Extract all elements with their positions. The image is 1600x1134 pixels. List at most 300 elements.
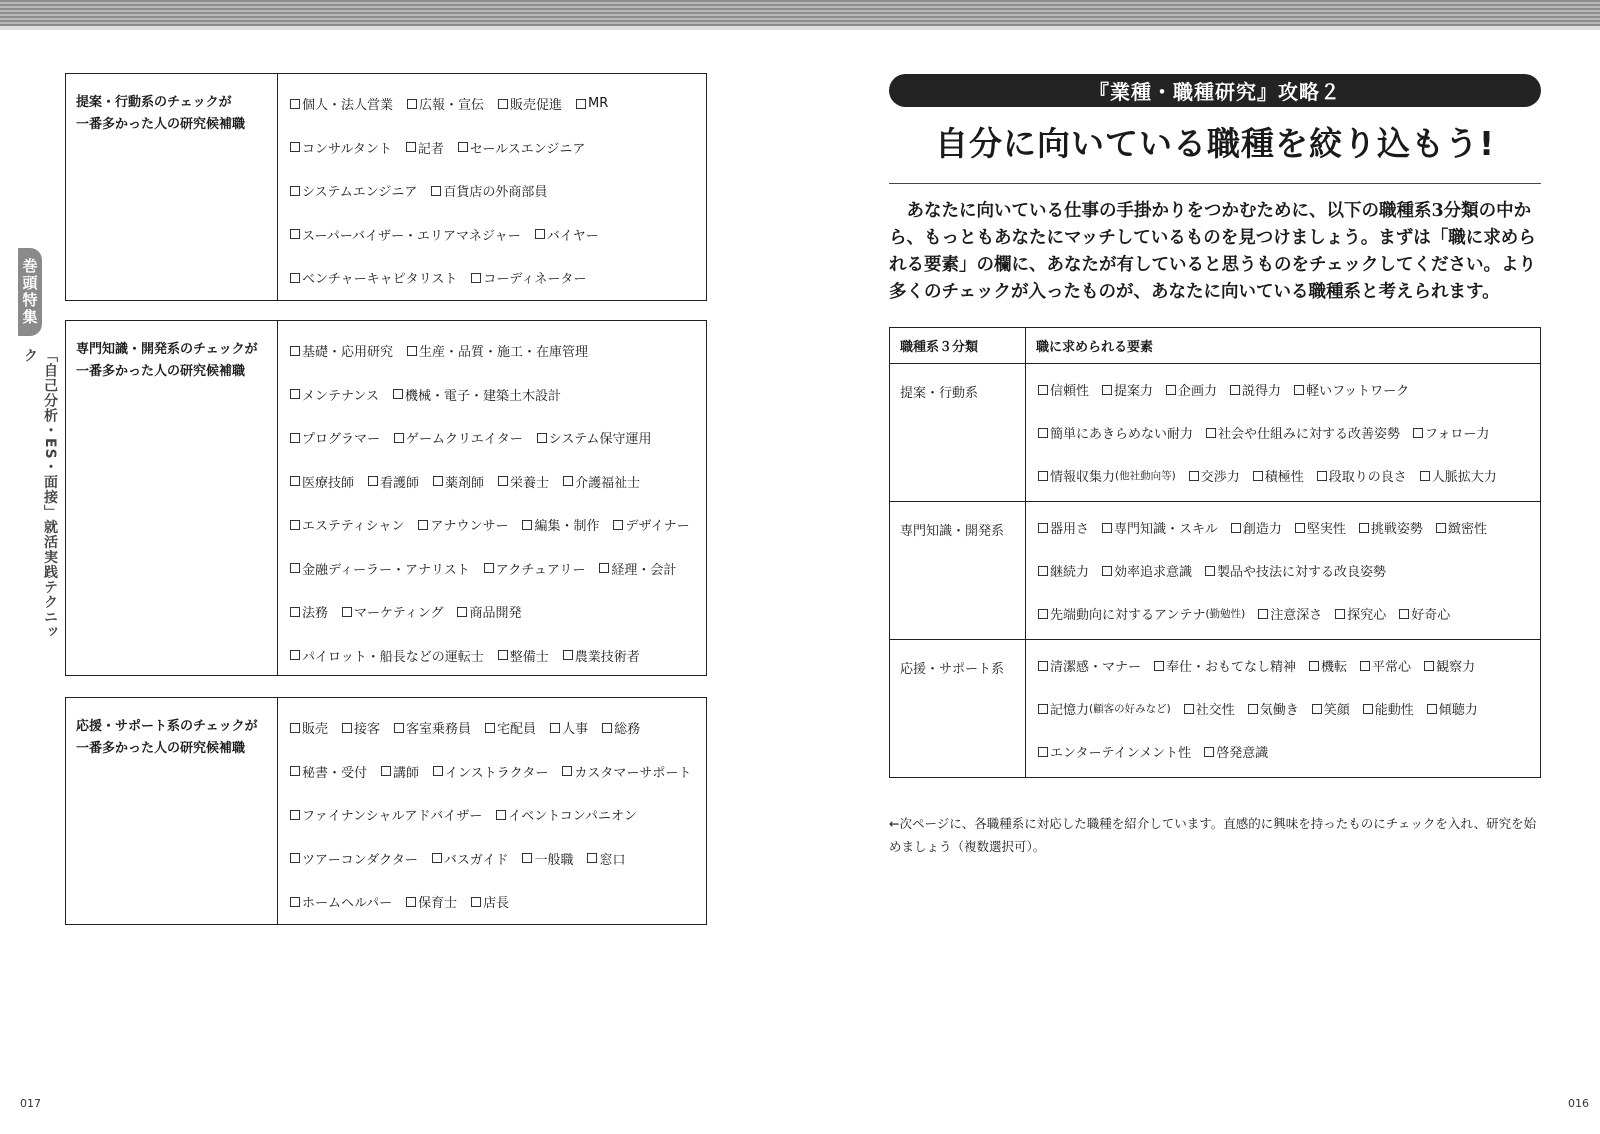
checkbox-option[interactable] <box>290 805 482 824</box>
checkbox-icon[interactable] <box>1413 428 1423 438</box>
checkbox-icon[interactable] <box>1309 661 1319 671</box>
checkbox-icon[interactable] <box>432 853 442 863</box>
checkbox-icon[interactable] <box>290 520 300 530</box>
checkbox-icon[interactable] <box>290 650 300 660</box>
section-title-pill <box>889 74 1541 107</box>
checkbox-option[interactable] <box>290 341 393 360</box>
side-tab-subtitle-wrap <box>20 348 58 648</box>
checkbox-label: 法務 <box>302 606 329 622</box>
checkbox-option[interactable] <box>550 718 588 737</box>
checkbox-option[interactable] <box>1253 466 1304 485</box>
checkbox-label: エステティシャン <box>302 519 405 535</box>
checkbox-icon[interactable] <box>537 433 547 443</box>
checkbox-option[interactable] <box>1312 699 1350 718</box>
checkbox-icon[interactable] <box>471 897 481 907</box>
checkbox-label: 交渉力 <box>1200 470 1240 485</box>
checkbox-label: デザイナー <box>625 519 690 535</box>
checkbox-option[interactable] <box>1294 380 1409 399</box>
checkbox-option[interactable] <box>290 849 418 868</box>
checkbox-icon[interactable] <box>381 766 391 776</box>
category-cell: 提案・行動系 <box>890 364 1026 502</box>
checkbox-label: 軽いフットワーク <box>1306 384 1410 399</box>
checkbox-label: 医療技師 <box>302 475 355 491</box>
candidate-box-expertise <box>65 320 707 676</box>
checkbox-option[interactable] <box>1424 656 1475 675</box>
checkbox-icon[interactable] <box>602 723 612 733</box>
col-header-category: 職種系３分類 <box>890 328 1026 364</box>
candidate-line <box>290 126 706 170</box>
checkbox-label: 堅実性 <box>1306 522 1346 537</box>
checkbox-option[interactable] <box>1038 423 1193 442</box>
checkbox-label: エンターテインメント性 <box>1050 746 1192 761</box>
checkbox-option[interactable] <box>290 515 404 534</box>
checkbox-option[interactable] <box>1295 518 1346 537</box>
checkbox-option[interactable] <box>457 602 521 621</box>
checkbox-icon[interactable] <box>290 229 300 239</box>
checkbox-icon[interactable] <box>484 563 494 573</box>
checkbox-icon[interactable] <box>613 520 623 530</box>
checkbox-label: 講師 <box>393 765 420 781</box>
side-tab-label: 巻頭特集 <box>20 258 39 326</box>
checkbox-option[interactable] <box>1038 656 1141 675</box>
checkbox-option[interactable] <box>562 762 691 781</box>
checkbox-icon[interactable] <box>498 650 508 660</box>
checkbox-label: 人脈拡大力 <box>1431 470 1497 485</box>
candidate-line <box>290 793 706 837</box>
checkbox-icon[interactable] <box>1206 428 1216 438</box>
checkbox-option[interactable] <box>1359 518 1423 537</box>
checkbox-icon[interactable] <box>290 810 300 820</box>
checkbox-icon[interactable] <box>1205 566 1215 576</box>
checkbox-option[interactable] <box>290 559 470 578</box>
checkbox-label: 客室乗務員 <box>406 722 472 738</box>
checkbox-icon[interactable] <box>1038 609 1048 619</box>
checkbox-icon[interactable] <box>1204 747 1214 757</box>
checkbox-label: マーケティング <box>354 606 444 622</box>
checkbox-label: 社交性 <box>1195 703 1235 718</box>
checkbox-option[interactable] <box>1399 604 1450 623</box>
headline-divider <box>889 183 1541 184</box>
checkbox-option[interactable] <box>485 718 536 737</box>
checkbox-label: 観察力 <box>1436 660 1476 675</box>
checkbox-icon[interactable] <box>498 476 508 486</box>
checkbox-option[interactable] <box>290 646 484 665</box>
checkbox-icon[interactable] <box>563 650 573 660</box>
checkbox-icon[interactable] <box>1399 609 1409 619</box>
checkbox-label: 器用さ <box>1050 522 1090 537</box>
checkbox-icon[interactable] <box>290 853 300 863</box>
checkbox-icon[interactable] <box>1189 471 1199 481</box>
checkbox-label: 百貨店の外商部員 <box>443 185 548 201</box>
checkbox-option[interactable] <box>431 181 547 200</box>
checkbox-label: イベントコンパニオン <box>508 809 637 825</box>
checkbox-option[interactable] <box>498 472 549 491</box>
checkbox-option[interactable] <box>393 385 561 404</box>
checkbox-option[interactable] <box>471 892 509 911</box>
checkbox-icon[interactable] <box>576 99 586 109</box>
checkbox-label: 段取りの良さ <box>1328 470 1407 485</box>
checkbox-icon[interactable] <box>485 723 495 733</box>
checkbox-icon[interactable] <box>1038 704 1048 714</box>
checkbox-option[interactable] <box>406 138 444 157</box>
candidate-box-heading: 応援・サポート系のチェックが 一番多かった人の研究候補職 <box>66 698 278 924</box>
side-tab <box>18 248 42 336</box>
checkbox-icon[interactable] <box>1102 385 1112 395</box>
checkbox-icon[interactable] <box>290 142 300 152</box>
checkbox-option[interactable] <box>1204 742 1268 761</box>
checkbox-label: 看護師 <box>380 475 420 491</box>
checkbox-icon[interactable] <box>1359 523 1369 533</box>
checkbox-option[interactable] <box>1189 466 1240 485</box>
checkbox-label: 記者 <box>417 141 444 157</box>
checkbox-label: 金融ディーラー・アナリスト <box>302 562 470 578</box>
candidate-line <box>290 373 706 417</box>
checkbox-label: アナウンサー <box>430 519 509 535</box>
checkbox-icon[interactable] <box>1184 704 1194 714</box>
candidate-box-heading: 提案・行動系のチェックが 一番多かった人の研究候補職 <box>66 74 278 300</box>
checkbox-label: 介護福祉士 <box>575 475 641 491</box>
checkbox-label: 宅配員 <box>497 722 537 738</box>
requirement-line <box>1038 730 1540 773</box>
checkbox-label: 薬剤師 <box>445 475 485 491</box>
checkbox-option[interactable] <box>407 341 588 360</box>
checkbox-option[interactable] <box>1038 604 1245 623</box>
checkbox-icon[interactable] <box>342 723 352 733</box>
category-cell: 専門知識・開発系 <box>890 502 1026 640</box>
checkbox-option[interactable] <box>290 472 354 491</box>
checkbox-option[interactable] <box>1230 380 1281 399</box>
requirements-cell <box>1026 640 1541 778</box>
category-cell: 応援・サポート系 <box>890 640 1026 778</box>
checkbox-icon[interactable] <box>535 229 545 239</box>
candidate-box-proposal <box>65 73 707 301</box>
checkbox-option[interactable] <box>1102 518 1218 537</box>
checkbox-icon[interactable] <box>458 142 468 152</box>
checkbox-option[interactable] <box>407 94 484 113</box>
requirement-line <box>1038 549 1540 592</box>
checkbox-option[interactable] <box>1184 699 1235 718</box>
checkbox-option[interactable] <box>394 718 471 737</box>
checkbox-option[interactable] <box>394 428 523 447</box>
checkbox-option[interactable] <box>1413 423 1489 442</box>
checkbox-icon[interactable] <box>393 389 403 399</box>
checkbox-icon[interactable] <box>290 897 300 907</box>
checkbox-icon[interactable] <box>1154 661 1164 671</box>
checkbox-icon[interactable] <box>1258 609 1268 619</box>
section-title: 『業種・職種研究』攻略２ <box>1089 80 1341 104</box>
checkbox-label: 基礎・応用研究 <box>302 345 394 361</box>
checkbox-icon[interactable] <box>1166 385 1176 395</box>
checkbox-icon[interactable] <box>394 433 404 443</box>
checkbox-option[interactable] <box>1205 561 1386 580</box>
checkbox-icon[interactable] <box>1312 704 1322 714</box>
checkbox-option[interactable] <box>1436 518 1487 537</box>
candidate-line <box>290 547 706 591</box>
checkbox-option[interactable] <box>522 849 573 868</box>
checkbox-icon[interactable] <box>418 520 428 530</box>
checkbox-icon[interactable] <box>290 476 300 486</box>
checkbox-option[interactable] <box>381 762 419 781</box>
checkbox-option[interactable] <box>537 428 652 447</box>
checkbox-option[interactable] <box>433 762 548 781</box>
checkbox-label-note: (勤勉性) <box>1205 608 1246 620</box>
checkbox-label: 好奇心 <box>1411 608 1451 623</box>
checkbox-option[interactable] <box>1258 604 1322 623</box>
checkbox-option[interactable] <box>433 472 484 491</box>
checkbox-label: 清潔感・マナー <box>1050 660 1142 675</box>
checkbox-option[interactable] <box>342 602 443 621</box>
checkbox-icon[interactable] <box>587 853 597 863</box>
checkbox-icon[interactable] <box>290 723 300 733</box>
checkbox-option[interactable] <box>522 515 599 534</box>
checkbox-icon[interactable] <box>1335 609 1345 619</box>
checkbox-option[interactable] <box>1231 518 1282 537</box>
checkbox-option[interactable] <box>602 718 640 737</box>
checkbox-option[interactable] <box>498 646 549 665</box>
table-row <box>890 502 1541 640</box>
checkbox-icon[interactable] <box>406 897 416 907</box>
checkbox-option[interactable] <box>1038 466 1176 485</box>
checkbox-icon[interactable] <box>563 476 573 486</box>
checkbox-option[interactable] <box>290 428 380 447</box>
checkbox-option[interactable] <box>432 849 509 868</box>
checkbox-label: 社会や仕組みに対する改善姿勢 <box>1218 427 1401 442</box>
checkbox-option[interactable] <box>1335 604 1386 623</box>
checkbox-icon[interactable] <box>290 389 300 399</box>
checkbox-icon[interactable] <box>599 563 609 573</box>
checkbox-icon[interactable] <box>1253 471 1263 481</box>
checkbox-label: 積極性 <box>1264 470 1304 485</box>
checkbox-icon[interactable] <box>550 723 560 733</box>
checkbox-icon[interactable] <box>1038 747 1048 757</box>
checkbox-option[interactable] <box>535 225 599 244</box>
table-row <box>890 640 1541 778</box>
requirement-line <box>1038 368 1540 411</box>
checkbox-label: コーディネーター <box>483 272 587 288</box>
checkbox-label: 簡単にあきらめない耐力 <box>1050 427 1194 442</box>
checkbox-icon[interactable] <box>1038 428 1048 438</box>
checkbox-option[interactable] <box>406 892 457 911</box>
checkbox-icon[interactable] <box>1038 523 1048 533</box>
checkbox-icon[interactable] <box>1294 385 1304 395</box>
checkbox-label: 秘書・受付 <box>302 765 368 781</box>
checkbox-option[interactable] <box>496 805 637 824</box>
checkbox-option[interactable] <box>1427 699 1478 718</box>
checkbox-option[interactable] <box>599 559 676 578</box>
checkbox-icon[interactable] <box>562 766 572 776</box>
checkbox-option[interactable] <box>587 849 625 868</box>
checkbox-option[interactable] <box>418 515 508 534</box>
checkbox-label: 傾聴力 <box>1438 703 1478 718</box>
checkbox-option[interactable] <box>576 96 608 111</box>
checkbox-option[interactable] <box>290 762 367 781</box>
checkbox-option[interactable] <box>1360 656 1411 675</box>
checkbox-option[interactable] <box>290 181 417 200</box>
checkbox-label: 人事 <box>562 722 589 738</box>
checkbox-icon[interactable] <box>1420 471 1430 481</box>
checkbox-label: 経理・会計 <box>611 562 677 578</box>
checkbox-label: ゲームクリエイター <box>406 432 523 448</box>
checkbox-icon[interactable] <box>433 476 443 486</box>
candidate-line <box>290 460 706 504</box>
candidate-line <box>290 213 706 257</box>
checkbox-label: 気働き <box>1259 703 1299 718</box>
checkbox-option[interactable] <box>613 515 689 534</box>
checkbox-label: 奉仕・おもてなし精神 <box>1166 660 1297 675</box>
checkbox-option[interactable] <box>1038 380 1089 399</box>
checkbox-label: プログラマー <box>302 432 381 448</box>
checkbox-option[interactable] <box>498 94 562 113</box>
checkbox-option[interactable] <box>1166 380 1217 399</box>
checkbox-option[interactable] <box>290 268 457 287</box>
checkbox-option[interactable] <box>1038 699 1171 718</box>
checkbox-option[interactable] <box>1102 380 1153 399</box>
checkbox-option[interactable] <box>290 892 392 911</box>
checkbox-icon[interactable] <box>431 186 441 196</box>
checkbox-icon[interactable] <box>407 346 417 356</box>
checkbox-label: ホームヘルパー <box>302 896 393 912</box>
page-headline: 自分に向いている職種を絞り込もう! <box>934 124 1496 163</box>
checkbox-option[interactable] <box>1038 742 1191 761</box>
checkbox-label: 企画力 <box>1178 384 1218 399</box>
checkbox-icon[interactable] <box>471 273 481 283</box>
checkbox-option[interactable] <box>1309 656 1347 675</box>
candidate-line <box>290 706 706 750</box>
checkbox-label: 総務 <box>614 722 641 738</box>
checkbox-icon[interactable] <box>407 99 417 109</box>
checkbox-label: 記憶力 <box>1050 703 1090 718</box>
checkbox-icon[interactable] <box>1360 661 1370 671</box>
checkbox-option[interactable] <box>290 94 393 113</box>
checkbox-icon[interactable] <box>368 476 378 486</box>
checkbox-icon[interactable] <box>342 607 352 617</box>
checkbox-option[interactable] <box>1038 518 1089 537</box>
checkbox-option[interactable] <box>290 225 521 244</box>
checkbox-icon[interactable] <box>290 433 300 443</box>
checkbox-option[interactable] <box>1154 656 1296 675</box>
checkbox-icon[interactable] <box>433 766 443 776</box>
intro-paragraph: あなたに向いている仕事の手掛かりをつかむために、以下の職種系3分類の中から、もっともあなたにマッチしているものを見つけましょう。まずは「職に求められる要素」の欄に、あなたが有していると思うものをチェックしてください。より多くのチェックが入ったものが、あなたに向いている職種系と考えられます。 <box>889 201 1536 302</box>
checkbox-label: 啓発意識 <box>1216 746 1269 761</box>
checkbox-option[interactable] <box>290 385 379 404</box>
checkbox-label: 平常心 <box>1372 660 1412 675</box>
checkbox-label: アクチュアリー <box>495 562 586 578</box>
checkbox-label: 個人・法人営業 <box>302 98 394 114</box>
checkbox-icon[interactable] <box>406 142 416 152</box>
checkbox-icon[interactable] <box>1427 704 1437 714</box>
checkbox-icon[interactable] <box>1038 385 1048 395</box>
checkbox-icon[interactable] <box>498 99 508 109</box>
checkbox-icon[interactable] <box>1231 523 1241 533</box>
checkbox-label: 専門知識・スキル <box>1114 522 1218 537</box>
checkbox-label: 信頼性 <box>1050 384 1090 399</box>
checkbox-icon[interactable] <box>1424 661 1434 671</box>
checkbox-label: システムエンジニア <box>302 185 418 201</box>
checkbox-option[interactable] <box>1317 466 1407 485</box>
checkbox-option[interactable] <box>471 268 586 287</box>
checkbox-option[interactable] <box>290 718 328 737</box>
checkbox-icon[interactable] <box>1038 471 1048 481</box>
checkbox-label: 生産・品質・施工・在庫管理 <box>419 345 589 361</box>
checkbox-icon[interactable] <box>290 186 300 196</box>
checkbox-icon[interactable] <box>394 723 404 733</box>
checkbox-option[interactable] <box>1248 699 1299 718</box>
checkbox-label: 挑戦姿勢 <box>1370 522 1423 537</box>
checkbox-option[interactable] <box>458 138 586 157</box>
checkbox-icon[interactable] <box>1363 704 1373 714</box>
candidate-line <box>290 256 706 300</box>
checkbox-icon[interactable] <box>1102 566 1112 576</box>
checkbox-icon[interactable] <box>1436 523 1446 533</box>
checkbox-icon[interactable] <box>1295 523 1305 533</box>
checkbox-option[interactable] <box>342 718 380 737</box>
checkbox-icon[interactable] <box>1230 385 1240 395</box>
checkbox-label: ベンチャーキャピタリスト <box>302 272 458 288</box>
checkbox-label: 緻密性 <box>1447 522 1487 537</box>
footnote: ←次ページに、各職種系に対応した職種を紹介しています。直感的に興味を持ったものにチェックを入れ、研究を始めましょう（複数選択可）。 <box>889 816 1537 854</box>
checkbox-label: MR <box>588 96 609 112</box>
candidate-line <box>290 750 706 794</box>
checkbox-icon[interactable] <box>290 607 300 617</box>
checkbox-icon[interactable] <box>1102 523 1112 533</box>
checkbox-option[interactable] <box>1420 466 1497 485</box>
checkbox-label: インストラクター <box>445 765 549 781</box>
checkbox-label: ツアーコンダクター <box>302 852 418 868</box>
checkbox-icon[interactable] <box>290 563 300 573</box>
checkbox-icon[interactable] <box>522 520 532 530</box>
checkbox-label: 効率追求意識 <box>1114 565 1193 580</box>
candidate-line <box>290 880 706 924</box>
table-row <box>890 364 1541 502</box>
checkbox-icon[interactable] <box>496 810 506 820</box>
checkbox-icon[interactable] <box>290 273 300 283</box>
checkbox-option[interactable] <box>563 646 640 665</box>
checkbox-option[interactable] <box>368 472 419 491</box>
checkbox-label: 一般職 <box>534 852 574 868</box>
table-header-row <box>890 328 1541 364</box>
checkbox-icon[interactable] <box>290 99 300 109</box>
checkbox-icon[interactable] <box>457 607 467 617</box>
checkbox-icon[interactable] <box>1248 704 1258 714</box>
checkbox-icon[interactable] <box>522 853 532 863</box>
checkbox-icon[interactable] <box>290 766 300 776</box>
checkbox-option[interactable] <box>290 138 392 157</box>
checkbox-label: 機械・電子・建築土木設計 <box>404 388 561 404</box>
checkbox-option[interactable] <box>290 602 328 621</box>
candidate-list <box>278 698 706 924</box>
candidate-box-support <box>65 697 707 925</box>
checkbox-label: 説得力 <box>1242 384 1282 399</box>
top-decorative-band <box>0 0 1600 26</box>
checkbox-label: パイロット・船長などの運転士 <box>302 649 484 665</box>
checkbox-option[interactable] <box>1206 423 1400 442</box>
checkbox-label: バスガイド <box>443 852 509 868</box>
checkbox-icon[interactable] <box>1038 566 1048 576</box>
checkbox-label: 窓口 <box>599 852 626 868</box>
checkbox-option[interactable] <box>1102 561 1192 580</box>
requirement-line <box>1038 644 1540 687</box>
checkbox-icon[interactable] <box>1317 471 1327 481</box>
checkbox-icon[interactable] <box>290 346 300 356</box>
checkbox-option[interactable] <box>1038 561 1089 580</box>
candidate-line <box>290 416 706 460</box>
checkbox-option[interactable] <box>484 559 586 578</box>
checkbox-label: 継続力 <box>1050 565 1090 580</box>
checkbox-option[interactable] <box>1363 699 1414 718</box>
checkbox-icon[interactable] <box>1038 661 1048 671</box>
checkbox-option[interactable] <box>563 472 640 491</box>
checkbox-label: 機転 <box>1321 660 1348 675</box>
